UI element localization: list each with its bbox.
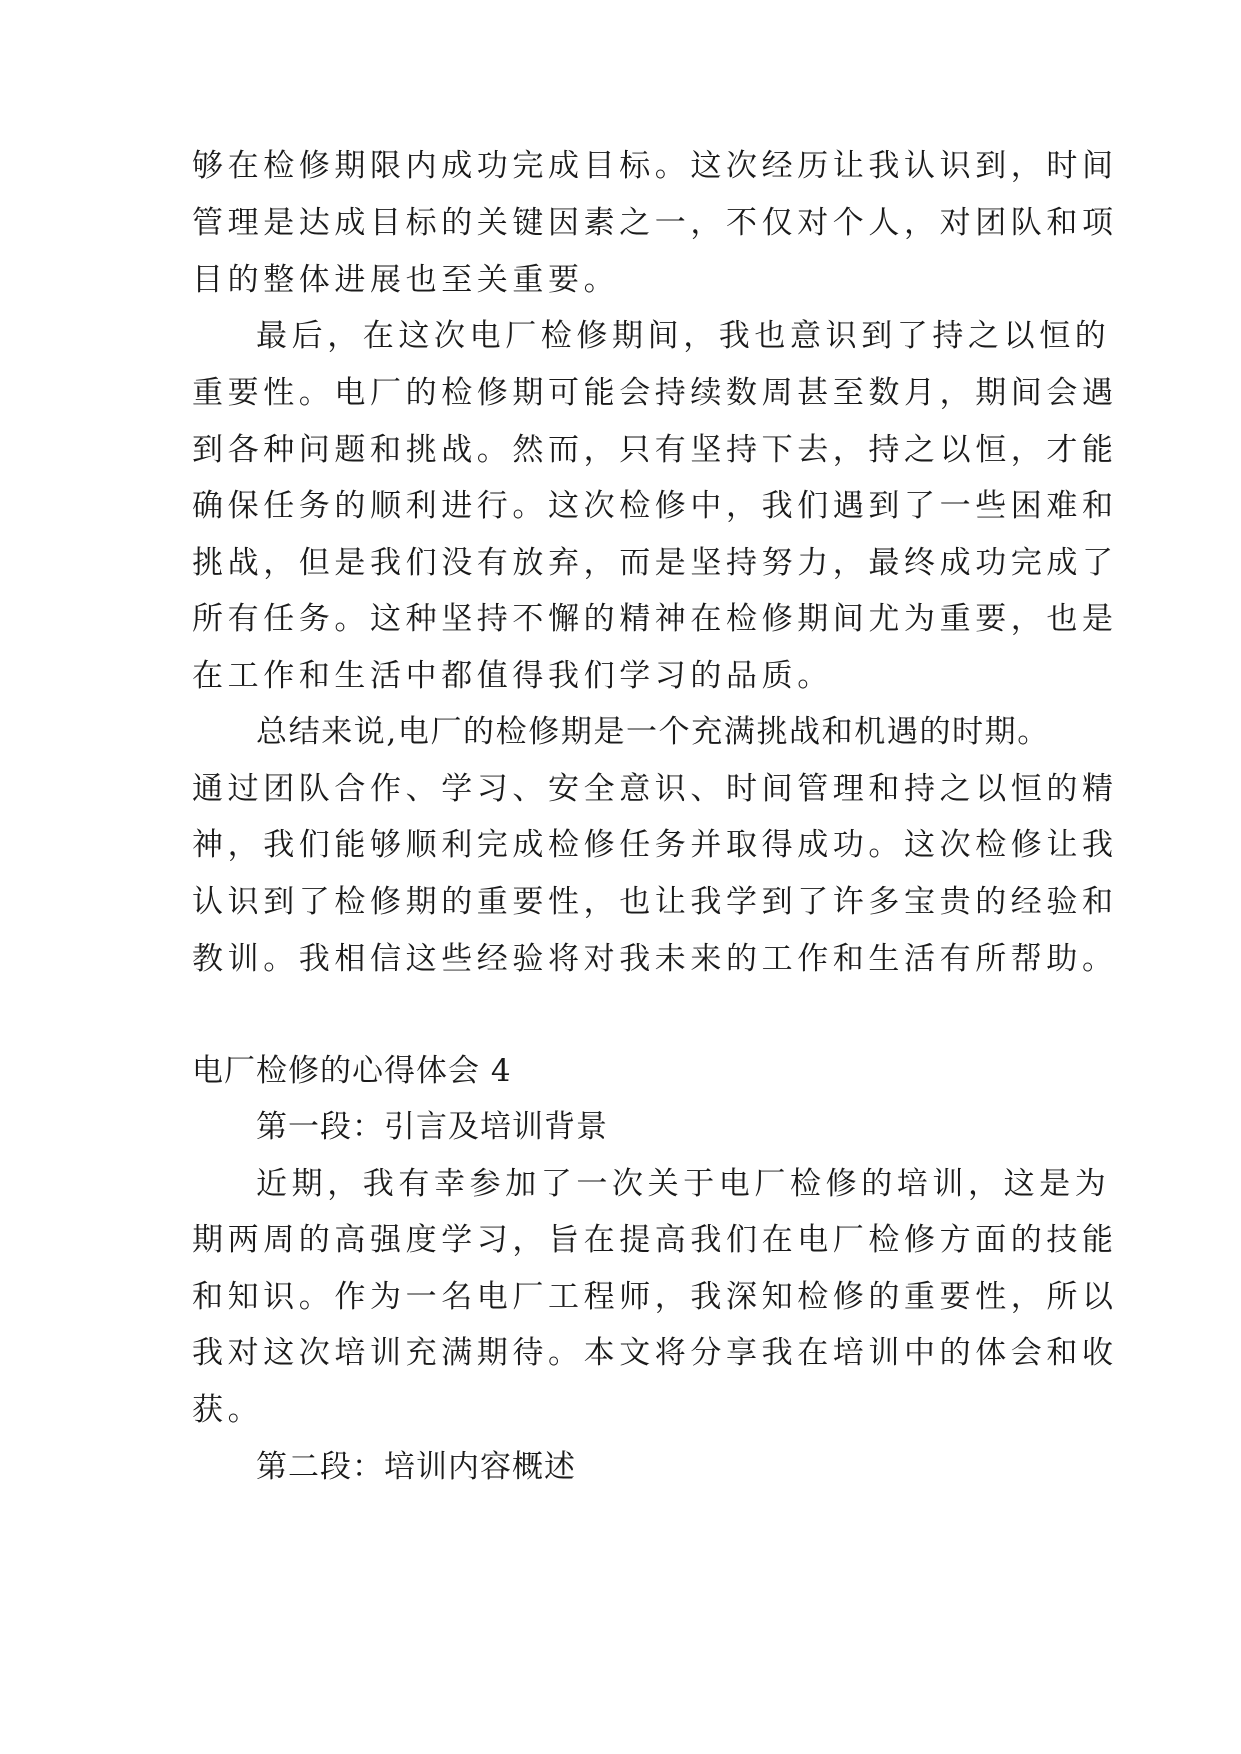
paragraph-line: 重要性。电厂的检修期可能会持续数周甚至数月，期间会遇 [192,375,1118,411]
paragraph-line: 和知识。作为一名电厂工程师，我深知检修的重要性，所以 [192,1279,1118,1315]
subsection-heading: 第二段：培训内容概述 [256,1449,576,1485]
section-heading: 电厂检修的心得体会 4 [192,1053,512,1089]
paragraph-line: 神，我们能够顺利完成检修任务并取得成功。这次检修让我 [192,827,1118,863]
paragraph-line: 期两周的高强度学习，旨在提高我们在电厂检修方面的技能 [192,1222,1118,1258]
paragraph-line: 所有任务。这种坚持不懈的精神在检修期间尤为重要，也是 [192,601,1118,637]
paragraph-line: 总结来说,电厂的检修期是一个充满挑战和机遇的时期。 [256,714,1050,750]
paragraph-line: 获。 [192,1392,264,1428]
paragraph-line: 我对这次培训充满期待。本文将分享我在培训中的体会和收 [192,1335,1118,1371]
paragraph-line: 认识到了检修期的重要性，也让我学到了许多宝贵的经验和 [192,884,1118,920]
paragraph-line: 到各种问题和挑战。然而，只有坚持下去，持之以恒，才能 [192,432,1118,468]
paragraph-line: 最后，在这次电厂检修期间，我也意识到了持之以恒的 [256,318,1111,354]
paragraph-line: 通过团队合作、学习、安全意识、时间管理和持之以恒的精 [192,771,1118,807]
paragraph-line: 教训。我相信这些经验将对我未来的工作和生活有所帮助。 [192,941,1118,977]
paragraph-line: 管理是达成目标的关键因素之一，不仅对个人，对团队和项 [192,205,1118,241]
subsection-heading: 第一段：引言及培训背景 [256,1109,608,1145]
paragraph-line: 确保任务的顺利进行。这次检修中，我们遇到了一些困难和 [192,488,1118,524]
paragraph-line: 够在检修期限内成功完成目标。这次经历让我认识到，时间 [192,148,1118,184]
paragraph-line: 目的整体进展也至关重要。 [192,262,620,298]
paragraph-line: 在工作和生活中都值得我们学习的品质。 [192,658,833,694]
paragraph-line: 近期，我有幸参加了一次关于电厂检修的培训，这是为 [256,1166,1111,1202]
paragraph-line: 挑战，但是我们没有放弃，而是坚持努力，最终成功完成了 [192,545,1118,581]
